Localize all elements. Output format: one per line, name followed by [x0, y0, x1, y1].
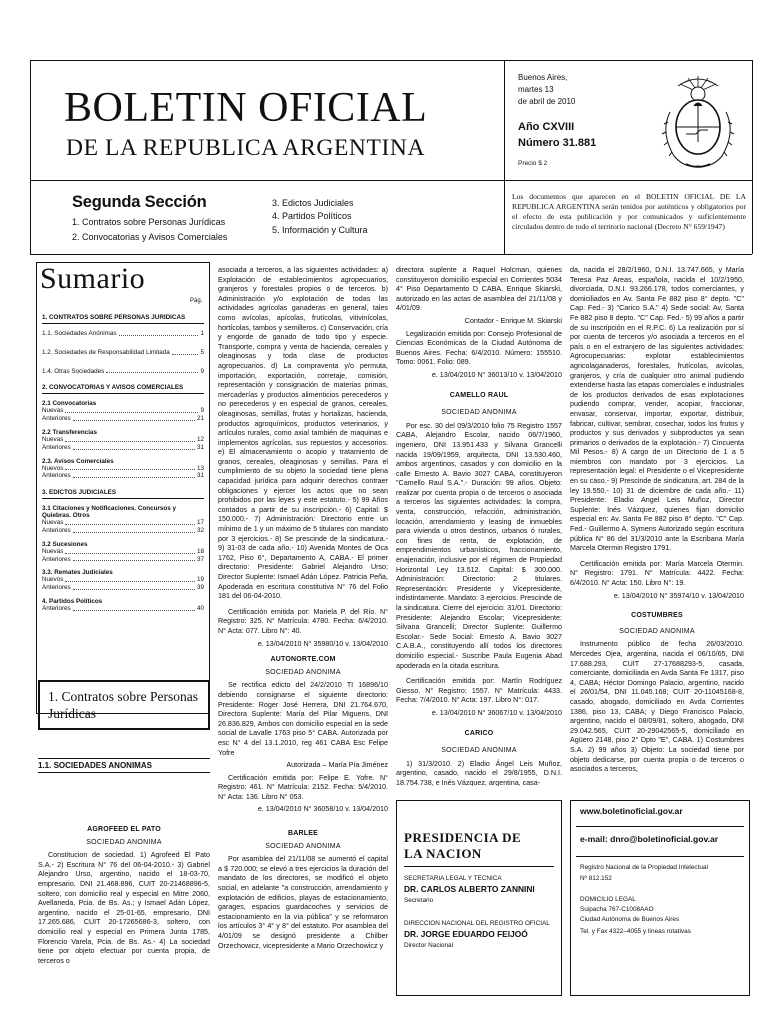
masthead-right-rule — [752, 60, 753, 180]
sumario-row-label: 1.2. Sociedades de Responsabilidad Limitada — [42, 348, 170, 356]
sumario-row[interactable] — [42, 519, 204, 527]
notice-heading-agrofeed: AGROFEED EL PATO — [87, 826, 161, 833]
section-title: Segunda Sección — [72, 193, 207, 211]
contratos-title: 1. Contratos sobre Personas Jurídicas — [48, 689, 198, 721]
sumario-heading-3: 3. EDICTOS JUDICIALES — [42, 489, 117, 497]
sumario-subheading: 3.1 Citaciones y Notificaciones. Concursos y Quiebras. Otros — [42, 505, 177, 520]
notice-signature: Autorizada – María Pía Jiménez — [286, 761, 388, 770]
sumario-subheading: 2.2 Transferencias — [42, 428, 97, 436]
notice-reference: e. 13/04/2010 N° 35980/10 v. 13/04/2010 — [257, 639, 388, 648]
presidencia-role-2: Director Nacional — [404, 942, 454, 949]
section-notice-rule — [504, 180, 505, 254]
sumario-row-label: 1.4. Otras Sociedades — [42, 367, 105, 375]
sumario-row[interactable] — [42, 527, 204, 535]
sumario-row[interactable] — [42, 584, 204, 592]
contact-rule-1 — [576, 826, 744, 827]
section-item-5: 5. Información y Cultura — [272, 225, 368, 235]
sumario-subheading: 2.1 Convocatorias — [42, 400, 97, 408]
sumario-row-page: 32 — [196, 526, 204, 534]
sumario-row-label: 1.1. Sociedades Anónimas — [42, 330, 117, 337]
sumario-row-page: 9 — [200, 407, 204, 415]
email-link[interactable]: e-mail: dnro@boletinoficial.gov.ar — [580, 834, 719, 844]
notice-reference: e. 13/04/2010 N° 36058/10 v. 13/04/2010 — [257, 805, 388, 814]
website-link[interactable]: www.boletinoficial.gov.ar — [580, 806, 683, 816]
notice-body: Por esc. 30 del 09/3/2010 folio 75 Registro 1557 CABA, Alejandro Escolar, nacido 06/7/1960, ingeniero, DNI 13.951.433 y Silvana Grancelli nacida 19/09/1959, arquitecta, DNI 13.530.460, ambos argentinos, casados y con domicilio en la calle Ernesto A. Bavio 3027 CABA, constituyeron "Camello Raul S.A.".- Duración: 99 años. Objeto: realizar por cuenta propia o de terceros o asociada a terceros las siguientes actividades: la compra, venta, construcción, refacción, administración, locación, arrendamiento y leasing de inmuebles para vivienda u otros destinos, urbanos ó rurales, con fines de renta, de explotación, de emprendimientos urbanísticos, fraccionamiento, enajenación, inclusive por el régimen de Propiedad Horizontal Ley 13.512. Capital: $ 300.000. Administración: Directorio: 2 titulares. Representación: Presidente y Vicepresidente, indistintamente. Mandato: 3 ejercicios. Prescinde de la sindicatura. Cierre del ejercicio: 31/01. Directorio: Presidente: Alejandro Escolar; Vicepresidente: Silvana Grancelli; Director Suplente: Guillermo Escolar.- Sede Social: Ernesto A. Bavio 3027 C.A.B.A., constituyendo allí todos los directores domicilio especial.- Suscribe Paula Eugenia Abad apoderada en la citada escritura. — [396, 421, 562, 670]
sumario-row[interactable] — [42, 330, 204, 338]
section-item-2: 2. Convocatorias y Avisos Comerciales — [72, 232, 228, 242]
sumario-row-label: Anteriores — [42, 584, 71, 592]
masthead-title: BOLETIN OFICIAL — [64, 85, 428, 131]
sumario-subheading: 3.2 Sucesiones — [42, 540, 88, 548]
notice-heading-costumbres: COSTUMBRES — [631, 612, 683, 620]
sumario-list — [38, 306, 208, 613]
sumario-row-page: 37 — [196, 555, 204, 563]
notice-certification: Certificación emitida por: Mariela P. del Río. N° Registro: 325. N° Matrícula: 4780. Fecha: 6/4/2010. N° Acta: 077. Libro N°: 40. — [218, 607, 388, 635]
sumario-row[interactable] — [42, 472, 204, 480]
sumario-row-page: 18 — [196, 547, 204, 555]
notice-body: 1) 31/3/2010. 2) Eladio Ángel Leis Muñoz, argentino, casado, nacido el 29/8/1955, D.N.I. 18.754.738, e Inés Vázquez, argentina, casa- — [396, 759, 562, 786]
column-4 — [570, 266, 744, 786]
sumario-row-page: 19 — [196, 576, 204, 584]
barlee-column — [218, 826, 388, 1012]
notice-certification: Certificación emitida por: Felipe E. Yofre. N° Registro: 461. N° Matrícula: 2152. Fecha: 5/4/2010. N° Acta: 136. Libro N° 053. — [218, 773, 388, 801]
notice-subheading: SOCIEDAD ANONIMA — [441, 747, 517, 755]
masthead-date: de abril de 2010 — [518, 97, 576, 106]
sumario-pag: Pág. — [190, 298, 203, 304]
sumario-row-label: Anteriores — [42, 604, 71, 612]
sumario-row-label: Anteriores — [42, 526, 71, 534]
sumario-row-page: 9 — [200, 367, 204, 375]
section-bottom-rule — [30, 254, 752, 255]
sumario-row[interactable] — [42, 415, 204, 423]
notice-subheading: SOCIEDAD ANONIMA — [265, 842, 341, 850]
sumario-subheading: 2.3. Avisos Comerciales — [42, 457, 114, 465]
notice-body: Se rectifica edicto del 24/2/2010 TI 16896/10 debiendo consignarse el siguiente directorio: Presidente: Roger José Herrera, DNI 21.764.670, Directora Suplente: María del Pilar Miguens, DNI 26.836.829, Ambos con domicilio especial en la sede social de Lavalle 1763 piso 5° CABA. Autorizada por esc N° 4 del 13.1.2010, reg 461 CABA Esc Felipe Yofre — [218, 681, 388, 757]
agrofeed-column — [38, 822, 210, 1012]
presidencia-role-1: Secretario — [404, 897, 434, 904]
masthead-number: Número 31.881 — [518, 137, 597, 149]
presidencia-name-2: DR. JORGE EDUARDO FEIJOÓ — [404, 929, 528, 939]
masthead-place: Buenos Aires, — [518, 73, 568, 82]
notice-certification: Certificación emitida por: Martín Rodríguez Giesso. N° Registro: 1557. N° Matrícula: 4433. Fecha: 7/4/2010. N° Acta: 197. Libro N°: 017. — [396, 677, 562, 705]
sumario-row[interactable] — [42, 368, 204, 376]
sumario-row-page: 17 — [196, 519, 204, 527]
notice-body: Constitucion de sociedad. 1) Agrofeed El Pato S.A.- 2) Escritura N° 76 del 06-04-2010.- 3) Gabriel Alejandro Urso, argentino, nacido el 18-03-70, empresario, DNI 21.468.896, CUIT 20-21468896-5, soltero, con domicilio real y especial en Mitre 2060, Avellaneda, Pcia. de Bs. As.; y Ismael Adán López, argentino, nacido el 25-01-65, empresario, DNI 17.265.686, CUIT 20-17265686-3, soltero, con domicilio real y especial en Primera Junta 1785, Florencio Varela, Pcia. de Bs. As.- 4) La sociedad tiene por objeto efectuar por cuenta propia, de terceros o — [38, 851, 210, 965]
presidencia-title-1: PRESIDENCIA DE — [404, 830, 522, 845]
notice-heading-autonorte: AUTONORTE.COM — [270, 656, 336, 664]
presidencia-title-2: LA NACION — [404, 846, 482, 861]
sumario-row-label: Nuevas — [42, 519, 64, 527]
legal-address-label: DOMICILIO LEGAL — [580, 896, 636, 903]
notice-body: Por asamblea del 21/11/08 se aumentó el capital a $ 720.000; se elevó a tres ejercicios la duración del mandato de los directores, se modificó el objeto social, en adelante "a construcción, arrendamiento y explotación de edificios, playas de estacionamiento, garages, espacios guardacoches y servicios de estacionamiento en la vía pública" y se reformaron los artículos 3° 4° y 8° del estatuto. Por asamblea del 4/01/09 se designó presidente a Chilber Orzechowicz, vicepresidente a Mario Orzechowicz y — [218, 855, 388, 950]
contact-rule-2 — [576, 856, 744, 857]
masthead-subtitle: DE LA REPUBLICA ARGENTINA — [66, 135, 426, 161]
sumario-row-label: Nuevas — [42, 407, 64, 415]
masthead-year: Año CXVIII — [518, 121, 575, 133]
sumario-row-page: 39 — [196, 584, 204, 592]
notice-body: directora suplente a Raquel Holcman, quienes constituyeron domicilio especial en Corrientes 5034 4° Piso Departamento D CABA. Enrique Skiarski, autorizado en las actas de asamblea del 21/11/08 y 4/01/09. — [396, 266, 562, 313]
sociedades-anonimas-bar: 1.1. SOCIEDADES ANONIMAS — [38, 758, 210, 773]
notice-heading-barlee: BARLEE — [288, 830, 318, 837]
sumario-row-page: 31 — [196, 443, 204, 451]
masthead-divider — [504, 60, 505, 180]
notice-body: asociada a terceros, a las siguientes actividades: a) Explotación de establecimientos agropecuarios, granjeros y forestales propios o de terceros. b) Administración y/o explotación de todas las actividades agrícolas ganaderas en general, tales como avícolas, apícolas, frutícolas, vitivinícolas, hortícolas, tambos y semilleros. c) Conservación, cría y engorde de ganado de todo tipo y especie. Transporte, compra y venta de hacienda, cereales y oleaginosas y toda clase de productos agropecuarios. d) La compraventa y/o permuta, importación, exportación, corretaje, comisión, representación y consignación de materias primas, mercaderías y productos alimenticios perecederos y no perecederos y en especial de granos, cereales, oleaginosas, semillas, frutas y hortalizas, hacienda, productos agroquímicos, productos veterinarios, y artículos rurales, como axial también de maquinas e implementos agrícolas, sus repuestos y accesorios. e) El almacenamiento o acopio y tratamiento de granos, cereales, oleaginosas y semillas. Para el cumplimiento de su objeto la sociedad tiene plena capacidad jurídica para adquirir derechos contraer obligaciones y ejercer los actos que no sean prohibidos por las leyes y este estatuto.- 5) 99 Años contados a partir de su inscripción.- 6) Capital: $ 150.000.- 7) Administración: Directorio entre un mínimo de 1 y un máximo de 5 titulares con mandato por 3 ejercicios.- 8) Se prescinde de la sindicatura.- 9) 31-03 de cada año.- 10) Avenida Montes de Oca 1762, Piso 6°, Departamento A, CABA.- El primer directorio: Presidente: Gabriel Alejandro Urso; Director Suplente: Ismael Adán López. Patricia Peña, Apoderada en escritura constitutiva N° 76 del Folio 181 del 06-04-2010. — [218, 266, 388, 601]
sumario-row-page: 40 — [196, 604, 204, 612]
section-item-3: 3. Edictos Judiciales — [272, 198, 354, 208]
masthead-top-rule — [30, 60, 752, 61]
section-item-1: 1. Contratos sobre Personas Jurídicas — [72, 217, 226, 227]
sumario-row-page: 12 — [196, 435, 204, 443]
sumario-row-label: Nuevas — [42, 435, 64, 443]
sumario-row[interactable] — [42, 349, 204, 357]
sumario-subheading: 4. Partidos Políticos — [42, 597, 103, 605]
section-right-rule — [752, 180, 753, 254]
sumario-row[interactable] — [42, 576, 204, 584]
sumario-row-page: 31 — [196, 472, 204, 480]
sumario-row[interactable] — [42, 465, 204, 473]
sumario-title: Sumario — [40, 262, 146, 295]
notice-reference: e. 13/04/2010 N° 36067/10 v. 13/04/2010 — [431, 708, 562, 717]
notice-reference: e. 13/04/2010 N° 35974/10 v. 13/04/2010 — [613, 591, 744, 600]
notice-heading-carico: CARICO — [464, 729, 494, 737]
section-item-4: 4. Partidos Políticos — [272, 211, 352, 221]
sumario-row[interactable] — [42, 605, 204, 613]
sumario-row-label: Anteriores — [42, 443, 71, 451]
presidencia-label-1: SECRETARIA LEGAL Y TECNICA — [404, 875, 502, 882]
sumario-row-page: 5 — [200, 348, 204, 356]
notice-subheading: SOCIEDAD ANONIMA — [619, 627, 695, 635]
notice-legalization: Legalización emitida por: Consejo Profesional de Ciencias Económicas de la Ciudad Autónoma de Buenos Aires. Fecha: 6/4/2010. Número: 155510. Tomo: 0061. Folio: 089. — [396, 329, 562, 367]
sumario-row-label: Nuevas — [42, 547, 64, 555]
sumario-row-label: Anteriores — [42, 555, 71, 563]
section-left-rule — [30, 180, 31, 254]
sumario-row[interactable] — [42, 444, 204, 452]
sumario-heading-1: 1. CONTRATOS SOBRE PERSONAS JURIDICAS — [42, 314, 186, 321]
notice-reference: e. 13/04/2010 N° 36013/10 v. 13/04/2010 — [431, 370, 562, 379]
sumario-row[interactable] — [42, 556, 204, 564]
sumario-row[interactable] — [42, 436, 204, 444]
notice-signature: Contador - Enrique M. Skiarski — [464, 316, 562, 325]
sumario-heading-2: 2. CONVOCATORIAS Y AVISOS COMERCIALES — [42, 384, 184, 392]
sumario-row-label: Anteriores — [42, 415, 71, 423]
presidencia-name-1: DR. CARLOS ALBERTO ZANNINI — [404, 884, 535, 894]
sumario-row[interactable] — [42, 407, 204, 415]
sumario-row[interactable] — [42, 548, 204, 556]
masthead-price: Precio $ 2 — [518, 160, 548, 167]
notice-heading-camello: CAMELLO RAUL — [449, 391, 509, 399]
registry-label: Registro Nacional de la Propiedad Intelectual — [580, 864, 708, 871]
notice-subheading: SOCIEDAD ANONIMA — [441, 409, 517, 417]
phone-line: Tel. y Fax 4322–4055 y líneas rotativas — [580, 928, 691, 935]
address-line-2: Ciudad Autónoma de Buenos Aires — [580, 916, 680, 923]
sumario-row-label: Nuevos — [42, 576, 64, 584]
coat-of-arms-icon — [650, 72, 746, 172]
notice-body: Instrumento público de fecha 26/03/2010. Mercedes Ojea, argentina, nacida el 06/10/65, DNI 17.688.293, CUIT 27-17688293-5, casada, comerciante, domiciliada en Avda Santa Fe 1317, piso 4, CABA; Héctor Domingo Palacio, argentino, nacido el 26/01/54, DNI 11.045.168; CUIT 20-11045168-8, casado, abogado, domiciliado en Avda Corrientes 1386, piso 13, CABA; y Diego Francisco Palacio, argentino, nacido el 08/09/81, soltero, abogado, DNI 29.042.565, CUIT 20-29042565-5, domiciliado en Agüero 2148, piso 2° Dpto "E", CABA. 1) Costumbres S.A. 2) 99 años 3) Objeto: La sociedad tiene por objeto dedicarse, por cuenta propia o de terceros o asociados a terceros, — [570, 640, 744, 774]
masthead-left-rule — [30, 60, 31, 180]
presidencia-rule — [404, 866, 554, 867]
registry-number: Nº 812.152 — [580, 875, 612, 882]
sumario-row-label: Anteriores — [42, 472, 71, 480]
address-line-1: Suipacha 767-C1008AAO — [580, 906, 654, 913]
masthead-bottom-rule — [30, 180, 752, 181]
notice-subheading: SOCIEDAD ANONIMA — [265, 668, 341, 676]
section-notice: Los documentos que aparecen en el BOLETIN OFICIAL DE LA REPUBLICA ARGENTINA serán tenidos por auténticos y obligatorios por el efecto de esta publicación y por comunicados y suficientemente circulados dentro de todo el territorio nacional (Decreto N° 659/1947) — [512, 192, 746, 231]
column-3 — [396, 266, 562, 786]
notice-certification: Certificación emitida por: María Marcela Otermin. N° Registro: 1791. N° Matrícula: 4422. Fecha: 6/4/2010. N° Acta: 150. Libro N°: 19. — [570, 559, 744, 587]
masthead-day: martes 13 — [518, 85, 554, 94]
sumario-row-page: 1 — [200, 330, 204, 337]
sumario-subheading: 3.3. Remates Judiciales — [42, 569, 113, 577]
presidencia-label-2: DIRECCION NACIONAL DEL REGISTRO OFICIAL — [404, 920, 550, 927]
sumario-row-page: 13 — [196, 464, 204, 472]
column-2 — [218, 266, 388, 836]
notice-subheading: SOCIEDAD ANONIMA — [86, 838, 162, 846]
notice-body: da, nacida el 28/2/1960, D.N.I. 13.747.665, y María Teresa Paz Areas, española, nacida el 10/2/1950, divorciada, D.N.I. 93.266.178, todos comerciantes, y domiciliados en Av. Santa Fe 882 piso 8° depto. "C" Cap. Fed.- 3) "Carico S.A." 4) Sede social: Av. Santa Fe 882 piso 8 depto. "C" Cap. Fed.- 5) 99 años a partir de su inscripción en el R.P.C. 6) La realización por sí por cuenta de terceros y/o asociada a terceros en el país o en el extranjero de las siguientes actividades: Agrocupecuarias: explotar establecimientos agricolaganaderos, forestales, frutícolas, avícolas, granjeros, y cría de cualquier otro animal pudiendo extenderse hasta las etapas comerciales e industriales de los productos derivados de esas explotaciones pudiendo comprar, vender, acopiar, fraccionar, envasar, conservar, importar, exportar, distribuir, fabricar, cultivar, sembrar, cosechar, todos los frutos y productos y sus derivados y subproductos ya sean primarios o derivados de la explotación.- 7) Cincuenta Mil Pesos.- 8) A cargo de un Directorio de 1 a 5 miembros con mandato por 3 ejercicios. La representación legal: el Presidente o el Vicepresidente en su caso.- 9) Prescinde de sindicatura, art. 284 de la ley 19.550.- 10) 31 de diciembre de cada año.- 11) Presidente: Eladio Angel Leis Muñoz, Director Suplente: Inés Vázquez, quienes fijan domicilio especial en: Av. Santa Fe 882 piso 8° depto. "C" Cap. Fed.- Guillermo A. Symens Autorizado según escritura pública N° 86 del 31/3/2010 ante la Escribana María Marcela Otermin Registro 1791. — [570, 266, 744, 553]
sumario-row-page: 21 — [196, 415, 204, 423]
sumario-row-label: Nuevos — [42, 464, 64, 472]
